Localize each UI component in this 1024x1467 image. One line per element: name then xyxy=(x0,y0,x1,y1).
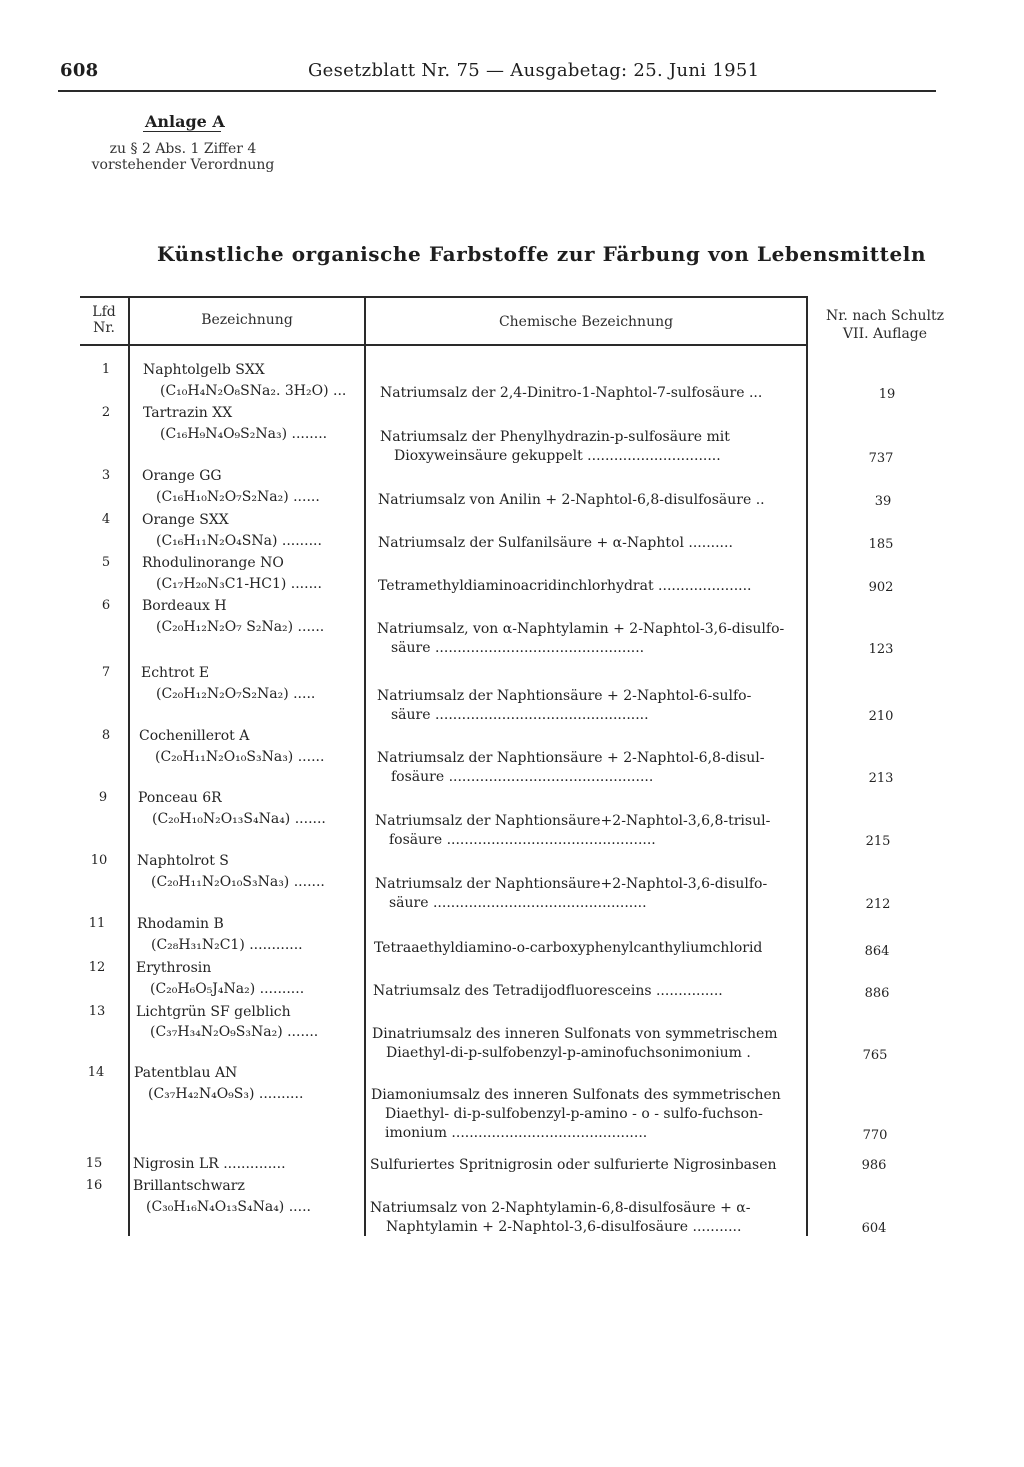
row-formula: (C₃₀H₁₆N₄O₁₃S₄Na₄) ..... xyxy=(146,1199,311,1215)
row-nr: 9 xyxy=(98,790,108,805)
row-chem-line: Tetraaethyldiamino-o-carboxyphenylcanthyliumchlorid xyxy=(374,940,763,956)
row-formula: (C₂₀H₆O₅J₄Na₂) .......... xyxy=(150,981,305,997)
row-chem-line: Dinatriumsalz des inneren Sulfonats von symmetrischem xyxy=(372,1026,778,1042)
annex-underline xyxy=(143,131,221,132)
row-schultz: 864 xyxy=(864,944,890,959)
row-schultz: 215 xyxy=(865,834,891,849)
row-nr: 15 xyxy=(85,1156,103,1171)
row-schultz: 765 xyxy=(862,1048,888,1063)
row-name: Erythrosin xyxy=(136,960,212,976)
row-chem-line: fosäure .............................................. xyxy=(391,769,654,785)
row-chem-line: Tetramethyldiaminoacridinchlorhydrat ..................... xyxy=(378,578,752,594)
annex-line-2: vorstehender Verordnung xyxy=(91,157,275,173)
column-divider-1 xyxy=(128,296,130,1236)
row-schultz: 770 xyxy=(862,1128,888,1143)
row-schultz: 39 xyxy=(874,494,892,509)
row-name: Cochenillerot A xyxy=(139,728,250,744)
row-nr: 4 xyxy=(101,512,111,527)
row-name: Brillantschwarz xyxy=(133,1178,245,1194)
header-lfd-1: Lfd xyxy=(92,304,116,320)
row-chem-line: Natriumsalz der Naphtionsäure + 2-Naphtol-6-sulfo- xyxy=(377,688,752,704)
header-chemisch: Chemische Bezeichnung xyxy=(498,314,674,330)
page-number: 608 xyxy=(60,60,99,81)
row-formula: (C₃₇H₃₄N₂O₉S₃Na₂) ....... xyxy=(150,1024,319,1040)
column-divider-2 xyxy=(364,296,366,1236)
row-chem-line: Natriumsalz von Anilin + 2-Naphtol-6,8-disulfosäure .. xyxy=(378,492,765,508)
row-formula: (C₂₀H₁₀N₂O₁₃S₄Na₄) ....... xyxy=(152,811,326,827)
header-schultz-2: VII. Auflage xyxy=(842,326,928,342)
header-lfd-2: Nr. xyxy=(93,320,115,336)
row-nr: 2 xyxy=(101,405,111,420)
running-title: Gesetzblatt Nr. 75 — Ausgabetag: 25. Juni 1951 xyxy=(308,60,760,81)
row-name: Rhodulinorange NO xyxy=(142,555,284,571)
table-top-rule xyxy=(80,296,808,298)
row-nr: 14 xyxy=(87,1065,105,1080)
row-schultz: 19 xyxy=(878,387,896,402)
row-nr: 1 xyxy=(101,362,111,377)
row-schultz: 185 xyxy=(868,537,894,552)
row-schultz: 902 xyxy=(868,580,894,595)
row-formula: (C₂₀H₁₁N₂O₁₀S₃Na₃) ...... xyxy=(155,749,325,765)
row-formula: (C₁₀H₄N₂O₈SNa₂. 3H₂O) ... xyxy=(160,383,347,399)
table-header-rule xyxy=(80,344,808,346)
row-name: Bordeaux H xyxy=(142,598,227,614)
row-formula: (C₁₆H₉N₄O₉S₂Na₃) ........ xyxy=(160,426,328,442)
annex-line-1: zu § 2 Abs. 1 Ziffer 4 xyxy=(109,141,257,157)
row-chem-line: Natriumsalz der Phenylhydrazin-p-sulfosäure mit xyxy=(380,429,730,445)
row-nr: 7 xyxy=(101,665,111,680)
row-formula: (C₂₈H₃₁N₂C1) ............ xyxy=(151,937,303,953)
row-nr: 12 xyxy=(88,960,106,975)
row-chem-line: Naphtylamin + 2-Naphtol-3,6-disulfosäure ........... xyxy=(386,1219,742,1235)
row-chem-line: säure ................................................ xyxy=(391,707,649,723)
row-chem-line: Natriumsalz der Naphtionsäure + 2-Naphtol-6,8-disul- xyxy=(377,750,765,766)
row-chem-line: Sulfuriertes Spritnigrosin oder sulfurierte Nigrosinbasen xyxy=(370,1157,777,1173)
row-schultz: 212 xyxy=(865,897,891,912)
row-nr: 16 xyxy=(85,1178,103,1193)
row-schultz: 737 xyxy=(868,451,894,466)
row-chem-line: Natriumsalz der Sulfanilsäure + α-Naphtol .......... xyxy=(378,535,733,551)
row-name: Lichtgrün SF gelblich xyxy=(136,1004,291,1020)
row-formula: (C₁₆H₁₁N₂O₄SNa) ......... xyxy=(156,533,322,549)
row-schultz: 213 xyxy=(868,771,894,786)
row-schultz: 123 xyxy=(868,642,894,657)
row-formula: (C₁₇H₂₀N₃C1-HC1) ....... xyxy=(156,576,322,592)
row-formula: (C₂₀H₁₂N₂O₇ S₂Na₂) ...... xyxy=(156,619,325,635)
row-nr: 3 xyxy=(101,468,111,483)
row-name: Echtrot E xyxy=(141,665,210,681)
row-formula: (C₁₆H₁₀N₂O₇S₂Na₂) ...... xyxy=(156,489,320,505)
row-name: Tartrazin XX xyxy=(143,405,233,421)
row-name: Patentblau AN xyxy=(134,1065,238,1081)
annex-title: Anlage A xyxy=(145,112,225,131)
row-chem-line: Natriumsalz der Naphtionsäure+2-Naphtol-3,6,8-trisul- xyxy=(375,813,771,829)
row-schultz: 886 xyxy=(864,986,890,1001)
column-divider-3 xyxy=(806,296,808,1236)
row-chem-line: Dioxyweinsäure gekuppelt .............................. xyxy=(394,448,721,464)
row-chem-line: Natriumsalz von 2-Naphtylamin-6,8-disulfosäure + α- xyxy=(370,1200,751,1216)
row-schultz: 210 xyxy=(868,709,894,724)
row-nr: 11 xyxy=(88,916,106,931)
row-name: Rhodamin B xyxy=(137,916,224,932)
row-chem-line: Diamoniumsalz des inneren Sulfonats des symmetrischen xyxy=(371,1087,781,1103)
row-schultz: 986 xyxy=(861,1158,887,1173)
header-bezeichnung: Bezeichnung xyxy=(201,312,293,328)
row-name: Naphtolrot S xyxy=(137,853,229,869)
row-schultz: 604 xyxy=(861,1221,887,1236)
header-schultz-1: Nr. nach Schultz xyxy=(826,308,944,324)
row-name: Nigrosin LR .............. xyxy=(133,1156,286,1172)
row-chem-line: säure ............................................... xyxy=(391,640,645,656)
row-chem-line: imonium ............................................ xyxy=(385,1125,648,1141)
row-formula: (C₃₇H₄₂N₄O₉S₃) .......... xyxy=(148,1086,304,1102)
row-chem-line: Natriumsalz der Naphtionsäure+2-Naphtol-3,6-disulfo- xyxy=(375,876,768,892)
row-nr: 6 xyxy=(101,598,111,613)
row-chem-line: Natriumsalz des Tetradijodfluoresceins ............... xyxy=(373,983,723,999)
row-chem-line: Diaethyl- di-p-sulfobenzyl-p-amino - o - sulfo-fuchson- xyxy=(385,1106,763,1122)
row-name: Ponceau 6R xyxy=(138,790,222,806)
row-formula: (C₂₀H₁₂N₂O₇S₂Na₂) ..... xyxy=(156,686,316,702)
row-formula: (C₂₀H₁₁N₂O₁₀S₃Na₃) ....... xyxy=(151,874,325,890)
row-nr: 10 xyxy=(90,853,108,868)
row-chem-line: Diaethyl-di-p-sulfobenzyl-p-aminofuchsonimonium . xyxy=(386,1045,751,1061)
row-name: Orange GG xyxy=(142,468,222,484)
row-nr: 5 xyxy=(101,555,111,570)
row-chem-line: säure ................................................ xyxy=(389,895,647,911)
row-name: Orange SXX xyxy=(142,512,229,528)
row-chem-line: Natriumsalz, von α-Naphtylamin + 2-Naphtol-3,6-disulfo- xyxy=(377,621,785,637)
table-title: Künstliche organische Farbstoffe zur Färbung von Lebensmitteln xyxy=(157,242,927,266)
row-nr: 13 xyxy=(88,1004,106,1019)
row-nr: 8 xyxy=(101,728,111,743)
row-chem-line: fosäure ............................................... xyxy=(389,832,656,848)
row-chem-line: Natriumsalz der 2,4-Dinitro-1-Naphtol-7-sulfosäure ... xyxy=(380,385,763,401)
header-rule xyxy=(58,90,936,92)
row-name: Naphtolgelb SXX xyxy=(143,362,265,378)
